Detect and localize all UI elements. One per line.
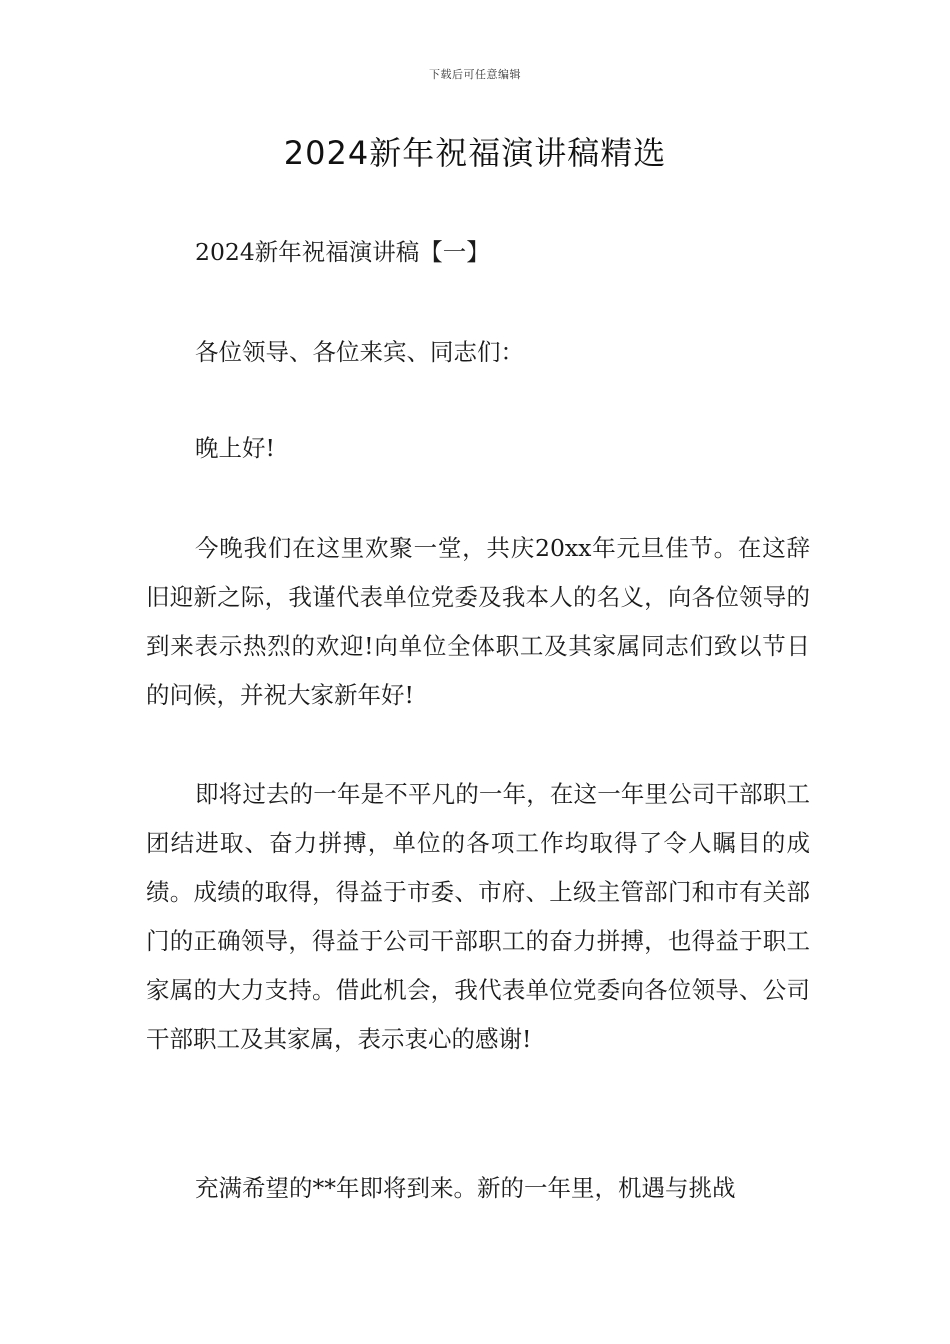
salutation: 各位领导、各位来宾、同志们： [195, 338, 524, 366]
paragraph: 今晚我们在这里欢聚一堂，共庆20xx年元旦佳节。在这辞旧迎新之际，我谨代表单位党委及我本人的名义，向各位领导的到来表示热烈的欢迎!向单位全体职工及其家属同志们致以节日的问候，并祝大家新年好! [146, 534, 810, 709]
paragraph: 即将过去的一年是不平凡的一年，在这一年里公司干部职工团结进取、奋力拼搏，单位的各项工作均取得了令人瞩目的成绩。成绩的取得，得益于市委、市府、上级主管部门和市有关部门的正确领导，得益于公司干部职工的奋力拼搏，也得益于职工家属的大力支持。借此机会，我代表单位党委向各位领导、公司干部职工及其家属，表示衷心的感谢! [146, 780, 810, 1053]
greeting: 晚上好! [195, 434, 275, 462]
section-heading: 2024新年祝福演讲稿【一】 [195, 238, 490, 266]
header-note: 下载后可任意编辑 [429, 68, 521, 81]
paragraph: 充满希望的**年即将到来。新的一年里，机遇与挑战 [195, 1174, 736, 1202]
document-title: 2024新年祝福演讲稿精选 [283, 134, 667, 172]
